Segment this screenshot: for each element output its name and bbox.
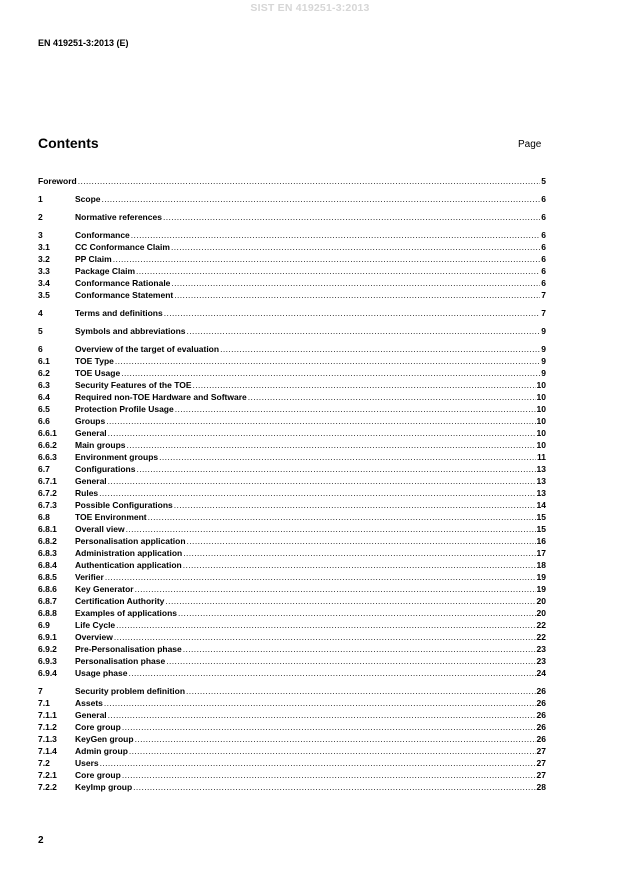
toc-leader-dots	[136, 463, 535, 475]
toc-entry-number: 4	[38, 308, 43, 318]
toc-entry[interactable]	[38, 583, 546, 595]
toc-entry-page: 13	[536, 476, 546, 486]
toc-entry-number: 6.9.3	[38, 656, 57, 666]
toc-entry-number: 6.1	[38, 356, 50, 366]
toc-leader-dots	[108, 709, 536, 721]
toc-entry-number: 7.1.3	[38, 734, 57, 744]
toc-entry-number: 6.8.6	[38, 584, 57, 594]
toc-leader-dots	[135, 733, 536, 745]
toc-entry-title: Rules	[75, 488, 99, 498]
toc-entry-title: Symbols and abbreviations	[75, 326, 186, 336]
toc-entry-page: 10	[536, 392, 546, 402]
toc-entry-page: 9	[541, 368, 546, 378]
toc-leader-dots	[171, 277, 540, 289]
toc-entry-title: Conformance Statement	[75, 290, 174, 300]
toc-leader-dots	[114, 631, 536, 643]
toc-entry-number: 6.8.8	[38, 608, 57, 618]
toc-leader-dots	[131, 229, 540, 241]
toc-entry[interactable]	[38, 451, 546, 463]
toc-entry-number: 3.3	[38, 266, 50, 276]
toc-entry-number: 7.1.1	[38, 710, 57, 720]
toc-entry[interactable]	[38, 547, 546, 559]
toc-entry[interactable]	[38, 463, 546, 475]
toc-entry-number: 7.1.4	[38, 746, 57, 756]
toc-entry[interactable]	[38, 571, 546, 583]
toc-entry-number: 5	[38, 326, 43, 336]
toc-leader-dots	[159, 451, 536, 463]
toc-leader-dots	[166, 655, 535, 667]
toc-entry[interactable]	[38, 367, 546, 379]
toc-entry-number: 1	[38, 194, 43, 204]
toc-leader-dots	[133, 781, 535, 793]
page-number: 2	[38, 835, 44, 846]
toc-leader-dots	[108, 475, 536, 487]
toc-entry-number: 6.8.7	[38, 596, 57, 606]
toc-leader-dots	[183, 547, 535, 559]
toc-entry-page: 6	[541, 254, 546, 264]
toc-entry-number: 6.5	[38, 404, 50, 414]
toc-entry-page: 6	[541, 266, 546, 276]
toc-entry-title: Verifier	[75, 572, 104, 582]
toc-entry-number: 6.7.1	[38, 476, 57, 486]
toc-entry-number: 6.6.1	[38, 428, 57, 438]
toc-leader-dots	[116, 619, 535, 631]
toc-entry-page: 10	[536, 416, 546, 426]
toc-entry-title: CC Conformance Claim	[75, 242, 170, 252]
toc-entry[interactable]	[38, 697, 546, 709]
toc-entry[interactable]	[38, 535, 546, 547]
toc-entry-title: Security Features of the TOE	[75, 380, 192, 390]
toc-entry-number: 6.9.1	[38, 632, 57, 642]
toc-entry-number: 3.1	[38, 242, 50, 252]
toc-leader-dots	[126, 523, 536, 535]
toc-entry[interactable]	[38, 709, 546, 721]
toc-entry-title: TOE Usage	[75, 368, 121, 378]
toc-entry-number: 7.2.1	[38, 770, 57, 780]
toc-entry-page: 14	[536, 500, 546, 510]
toc-entry-page: 6	[541, 194, 546, 204]
toc-entry-title: Administration application	[75, 548, 183, 558]
toc-entry[interactable]	[38, 607, 546, 619]
toc-entry-number: 7.2.2	[38, 782, 57, 792]
toc-entry[interactable]	[38, 721, 546, 733]
toc-leader-dots	[121, 367, 540, 379]
document-id: EN 419251-3:2013 (E)	[38, 38, 129, 48]
toc-entry-page: 15	[536, 524, 546, 534]
toc-entry-title: Required non-TOE Hardware and Software	[75, 392, 247, 402]
toc-entry-title: Scope	[75, 194, 101, 204]
toc-entry[interactable]	[38, 229, 546, 241]
toc-entry-page: 6	[541, 242, 546, 252]
toc-entry-number: 6.7.2	[38, 488, 57, 498]
toc-leader-dots	[220, 343, 540, 355]
toc-entry-title: Users	[75, 758, 99, 768]
toc-leader-dots	[100, 757, 536, 769]
toc-entry-title: Usage phase	[75, 668, 128, 678]
toc-entry-title: Configurations	[75, 464, 136, 474]
toc-entry-number: 3	[38, 230, 43, 240]
toc-entry[interactable]	[38, 391, 546, 403]
toc-entry-title: Package Claim	[75, 266, 136, 276]
toc-entry-title: Overview	[75, 632, 113, 642]
toc-entry-page: 20	[536, 596, 546, 606]
toc-entry[interactable]	[38, 655, 546, 667]
toc-leader-dots	[106, 415, 535, 427]
toc-entry-page: 10	[536, 380, 546, 390]
toc-entry-page: 24	[536, 668, 546, 678]
toc-entry-title: Main groups	[75, 440, 126, 450]
toc-leader-dots	[187, 325, 541, 337]
toc-entry[interactable]	[38, 355, 546, 367]
toc-entry[interactable]	[38, 403, 546, 415]
toc-leader-dots	[78, 175, 541, 187]
toc-entry-page: 9	[541, 326, 546, 336]
toc-entry[interactable]	[38, 745, 546, 757]
toc-entry-number: 6.3	[38, 380, 50, 390]
toc-entry-number: 6.8.3	[38, 548, 57, 558]
toc-entry-page: 6	[541, 278, 546, 288]
toc-leader-dots	[102, 193, 541, 205]
toc-entry-title: Security problem definition	[75, 686, 186, 696]
toc-entry-page: 19	[536, 572, 546, 582]
toc-entry[interactable]	[38, 559, 546, 571]
toc-entry-number: 6.9	[38, 620, 50, 630]
toc-entry-page: 9	[541, 344, 546, 354]
toc-entry-number: 2	[38, 212, 43, 222]
toc-leader-dots	[248, 391, 536, 403]
toc-entry-title: Admin group	[75, 746, 128, 756]
toc-leader-dots	[175, 403, 536, 415]
toc-entry-page: 23	[536, 656, 546, 666]
toc-leader-dots	[104, 697, 536, 709]
toc-entry-page: 23	[536, 644, 546, 654]
toc-leader-dots	[163, 211, 540, 223]
toc-entry-title: Life Cycle	[75, 620, 116, 630]
toc-entry-number: 6.8.2	[38, 536, 57, 546]
page-column-label: Page	[518, 139, 542, 150]
toc-leader-dots	[105, 571, 536, 583]
toc-entry-page: 26	[536, 734, 546, 744]
toc-entry-number: 6.6.2	[38, 440, 57, 450]
toc-entry-page: 10	[536, 440, 546, 450]
toc-entry-title: Conformance	[75, 230, 130, 240]
toc-entry-title: Protection Profile Usage	[75, 404, 174, 414]
toc-leader-dots	[171, 241, 540, 253]
toc-entry-title: Groups	[75, 416, 106, 426]
toc-entry[interactable]	[38, 265, 546, 277]
toc-entry-title: Possible Configurations	[75, 500, 173, 510]
toc-entry-number: 6.9.4	[38, 668, 57, 678]
toc-leader-dots	[164, 307, 541, 319]
toc-leader-dots	[108, 427, 536, 439]
toc-entry[interactable]	[38, 757, 546, 769]
toc-entry-number: 6.7	[38, 464, 50, 474]
toc-leader-dots	[183, 559, 536, 571]
toc-entry-page: 7	[541, 290, 546, 300]
toc-leader-dots	[128, 667, 535, 679]
toc-entry-page: 28	[536, 782, 546, 792]
toc-entry-number: 6.8.4	[38, 560, 57, 570]
toc-entry-page: 27	[536, 770, 546, 780]
toc-entry-title: Pre-Personalisation phase	[75, 644, 182, 654]
toc-entry[interactable]	[38, 475, 546, 487]
toc-leader-dots	[113, 253, 541, 265]
toc-entry-number: 6.7.3	[38, 500, 57, 510]
toc-entry-title: KeyImp group	[75, 782, 133, 792]
toc-entry-title: Environment groups	[75, 452, 159, 462]
toc-entry-number: 7.2	[38, 758, 50, 768]
toc-entry-title: General	[75, 476, 107, 486]
toc-entry-page: 20	[536, 608, 546, 618]
toc-entry-page: 26	[536, 698, 546, 708]
toc-leader-dots	[122, 721, 536, 733]
toc-entry-title: General	[75, 428, 107, 438]
toc-entry-title: Examples of applications	[75, 608, 178, 618]
toc-entry-page: 22	[536, 620, 546, 630]
toc-leader-dots	[165, 595, 535, 607]
toc-entry[interactable]	[38, 487, 546, 499]
toc-entry[interactable]	[38, 523, 546, 535]
toc-entry[interactable]	[38, 733, 546, 745]
toc-leader-dots	[129, 745, 536, 757]
toc-leader-dots	[127, 439, 536, 451]
table-of-contents	[38, 175, 546, 793]
toc-entry-page: 27	[536, 746, 546, 756]
toc-leader-dots	[136, 265, 540, 277]
toc-entry[interactable]	[38, 415, 546, 427]
toc-entry-title: Normative references	[75, 212, 162, 222]
toc-entry-number: 6.8.5	[38, 572, 57, 582]
toc-leader-dots	[183, 643, 536, 655]
toc-leader-dots	[174, 289, 540, 301]
toc-entry[interactable]	[38, 211, 546, 223]
toc-entry-title: Foreword	[38, 176, 77, 186]
toc-entry-page: 19	[536, 584, 546, 594]
toc-entry-page: 26	[536, 710, 546, 720]
toc-entry-title: Assets	[75, 698, 103, 708]
toc-entry-page: 13	[536, 488, 546, 498]
toc-entry[interactable]	[38, 379, 546, 391]
toc-entry-page: 22	[536, 632, 546, 642]
toc-entry[interactable]	[38, 619, 546, 631]
toc-entry[interactable]	[38, 499, 546, 511]
toc-entry-title: TOE Type	[75, 356, 114, 366]
toc-entry-number: 3.2	[38, 254, 50, 264]
toc-entry-title: Certification Authority	[75, 596, 165, 606]
toc-leader-dots	[186, 685, 535, 697]
toc-entry-title: Authentication application	[75, 560, 182, 570]
toc-entry-title: Core group	[75, 722, 121, 732]
toc-entry-page: 15	[536, 512, 546, 522]
toc-entry-title: Terms and definitions	[75, 308, 163, 318]
toc-entry-title: Overview of the target of evaluation	[75, 344, 220, 354]
toc-entry-page: 17	[536, 548, 546, 558]
toc-entry[interactable]	[38, 193, 546, 205]
toc-entry-number: 6.2	[38, 368, 50, 378]
toc-entry-page: 13	[536, 464, 546, 474]
toc-entry-page: 26	[536, 722, 546, 732]
toc-entry-page: 16	[536, 536, 546, 546]
contents-heading: Contents	[38, 135, 99, 151]
toc-entry[interactable]	[38, 307, 546, 319]
toc-entry-page: 9	[541, 356, 546, 366]
toc-entry-title: KeyGen group	[75, 734, 134, 744]
toc-entry-number: 6.8.1	[38, 524, 57, 534]
watermark: SIST EN 419251-3:2013	[250, 2, 370, 14]
toc-entry-number: 3.4	[38, 278, 50, 288]
toc-leader-dots	[122, 769, 536, 781]
toc-entry-number: 6.6.3	[38, 452, 57, 462]
toc-entry-page: 18	[536, 560, 546, 570]
toc-leader-dots	[178, 607, 536, 619]
toc-entry[interactable]	[38, 769, 546, 781]
toc-entry-number: 6.9.2	[38, 644, 57, 654]
toc-entry[interactable]	[38, 175, 546, 187]
toc-entry-title: Key Generator	[75, 584, 134, 594]
toc-entry[interactable]	[38, 631, 546, 643]
toc-leader-dots	[135, 583, 536, 595]
toc-entry[interactable]	[38, 643, 546, 655]
toc-entry-title: TOE Environment	[75, 512, 147, 522]
toc-leader-dots	[99, 487, 535, 499]
toc-entry-page: 6	[541, 230, 546, 240]
toc-leader-dots	[148, 511, 536, 523]
toc-entry-number: 7.1	[38, 698, 50, 708]
toc-entry-title: Personalisation phase	[75, 656, 166, 666]
toc-entry-page: 26	[536, 686, 546, 696]
toc-entry-title: PP Claim	[75, 254, 112, 264]
toc-entry-title: Conformance Rationale	[75, 278, 171, 288]
toc-entry-number: 6.8	[38, 512, 50, 522]
toc-entry[interactable]	[38, 427, 546, 439]
toc-entry[interactable]	[38, 439, 546, 451]
toc-leader-dots	[174, 499, 536, 511]
toc-entry[interactable]	[38, 595, 546, 607]
toc-entry-title: Personalisation application	[75, 536, 186, 546]
toc-leader-dots	[193, 379, 536, 391]
toc-entry-page: 6	[541, 212, 546, 222]
toc-entry-number: 6	[38, 344, 43, 354]
toc-entry-page: 27	[536, 758, 546, 768]
toc-entry[interactable]	[38, 289, 546, 301]
toc-entry[interactable]	[38, 781, 546, 793]
toc-leader-dots	[187, 535, 536, 547]
toc-entry[interactable]	[38, 325, 546, 337]
toc-leader-dots	[115, 355, 540, 367]
toc-entry-page: 7	[541, 308, 546, 318]
toc-entry-title: Core group	[75, 770, 121, 780]
toc-entry[interactable]	[38, 511, 546, 523]
toc-entry-title: General	[75, 710, 107, 720]
toc-entry[interactable]	[38, 343, 546, 355]
toc-entry-title: Overall view	[75, 524, 125, 534]
toc-entry-number: 6.6	[38, 416, 50, 426]
toc-entry-number: 7	[38, 686, 43, 696]
toc-entry[interactable]	[38, 277, 546, 289]
toc-entry-number: 7.1.2	[38, 722, 57, 732]
toc-entry[interactable]	[38, 685, 546, 697]
toc-entry-page: 10	[536, 404, 546, 414]
toc-entry-page: 11	[537, 452, 546, 462]
toc-entry[interactable]	[38, 241, 546, 253]
toc-entry-page: 5	[541, 176, 546, 186]
toc-entry-number: 3.5	[38, 290, 50, 300]
toc-entry[interactable]	[38, 667, 546, 679]
toc-entry-number: 6.4	[38, 392, 50, 402]
toc-entry-page: 10	[536, 428, 546, 438]
toc-entry[interactable]	[38, 253, 546, 265]
